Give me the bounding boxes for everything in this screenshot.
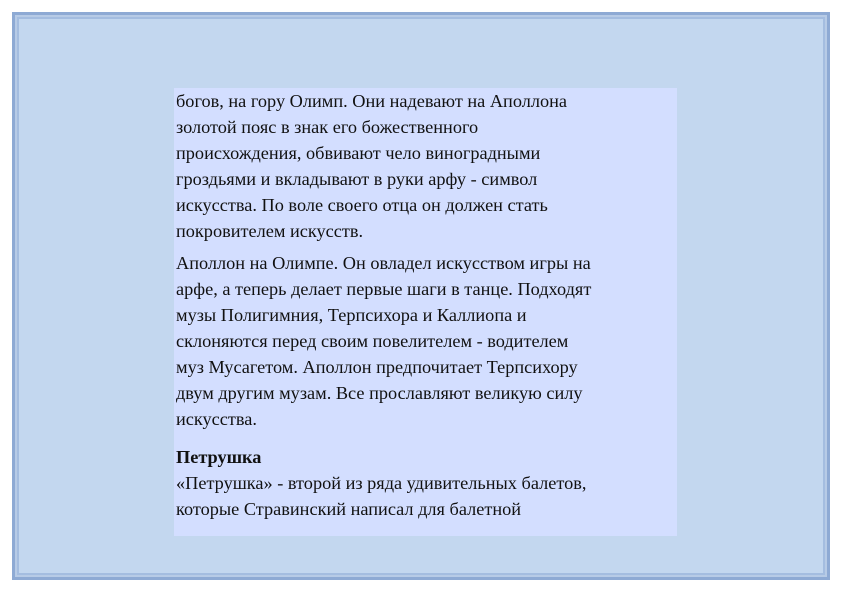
text-line: Аполлон на Олимпе. Он овладел искусством игры на [176, 253, 591, 273]
text-box [174, 88, 677, 536]
text-line: музы Полигимния, Терпсихора и Каллиопа и [176, 305, 527, 325]
text-line: богов, на гору Олимп. Они надевают на Аполлона [176, 91, 568, 111]
text-line: муз Мусагетом. Аполлон предпочитает Терпсихору [176, 357, 578, 377]
text-line: двум другим музам. Все прославляют великую силу [176, 383, 583, 403]
text-line: гроздьями и вкладывают в руки арфу - символ [176, 169, 538, 189]
text-line: происхождения, обвивают чело виноградными [176, 143, 541, 163]
text-line: искусства. [176, 409, 257, 429]
slide [12, 12, 830, 580]
text-line: «Петрушка» - второй из ряда удивительных балетов, [176, 473, 587, 493]
text-line: склоняются перед своим повелителем - водителем [176, 331, 569, 351]
text-line: покровителем искусств. [176, 221, 364, 241]
text-line: которые Стравинский написал для балетной [176, 499, 522, 519]
section-heading: Петрушка [176, 447, 262, 467]
text-line: арфе, а теперь делает первые шаги в танце. Подходят [176, 279, 592, 299]
paragraph-petrushka [176, 470, 677, 522]
text-line: искусства. По воле своего отца он должен стать [176, 195, 548, 215]
paragraph-apollo-olympus-gifts [176, 88, 677, 244]
paragraph-apollo-on-olympus [176, 250, 677, 432]
text-line: золотой пояс в знак его божественного [176, 117, 479, 137]
